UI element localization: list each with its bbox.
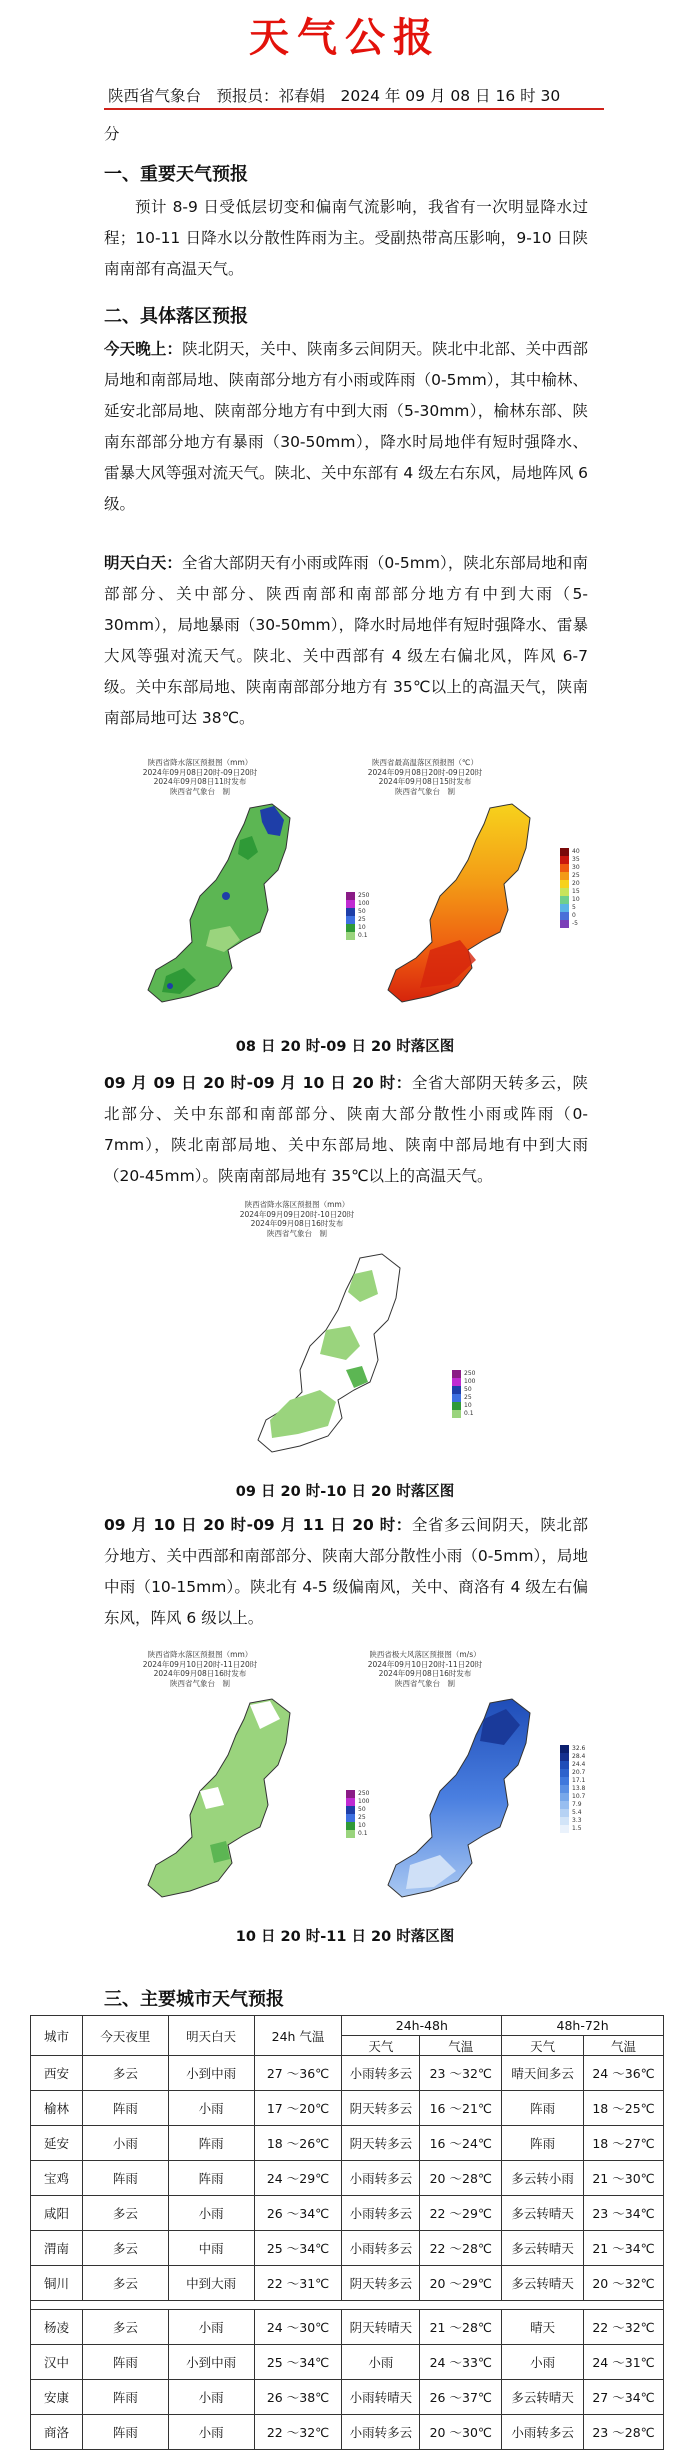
- table-cell: 铜川: [31, 2266, 83, 2301]
- table-cell: 延安: [31, 2126, 83, 2161]
- table-cell: 汉中: [31, 2345, 83, 2380]
- table-cell: 21 ～34℃: [584, 2231, 664, 2266]
- table-cell: 小雨: [342, 2345, 420, 2380]
- table-cell: 阵雨: [82, 2161, 168, 2196]
- section1-heading: 一、重要天气预报: [104, 164, 248, 185]
- rain-map-1-legend: [346, 892, 355, 940]
- table-cell: 20 ～29℃: [420, 2266, 502, 2301]
- table-row: [31, 2310, 664, 2345]
- table-cell: 阵雨: [502, 2091, 584, 2126]
- table-cell: 24 ～30℃: [254, 2310, 342, 2345]
- table-cell: 25 ～34℃: [254, 2345, 342, 2380]
- rain-map-1-header: 陕西省降水落区预报图（mm） 2024年09月08日20时-09日20时 2024年09月08日11时发布 陕西省气象台 制: [142, 758, 258, 796]
- table-cell: 小雨转多云: [342, 2196, 420, 2231]
- table-cell: 小雨: [168, 2196, 254, 2231]
- section2-heading: 二、具体落区预报: [104, 306, 248, 327]
- col-header-tonight: 今天夜里: [82, 2016, 168, 2056]
- table-cell: 小雨: [168, 2415, 254, 2450]
- table-cell: 26 ～38℃: [254, 2380, 342, 2415]
- table-cell: 中雨: [168, 2231, 254, 2266]
- tonight-text: 陕北阴天，关中、陕南多云间阴天。陕北中北部、关中西部局地和南部局地、陕南部分地方有小雨或阵雨（0-5mm），其中榆林、延安北部局地、陕南部分地方有中到大雨（5-30mm），榆林东部、陕南东部部分地方有暴雨（30-50mm），降水时局地伴有短时强降水、雷暴大风等强对流天气。陕北、关中东部有 4 级左右东风，局地阵风 6 级。: [104, 340, 589, 513]
- table-cell: 24 ～31℃: [584, 2345, 664, 2380]
- table-cell: 阵雨: [168, 2161, 254, 2196]
- table-cell: 小雨转多云: [342, 2231, 420, 2266]
- table-cell: 27 ～34℃: [584, 2380, 664, 2415]
- table-cell: 23 ～34℃: [584, 2196, 664, 2231]
- table-cell: 西安: [31, 2056, 83, 2091]
- table-cell: 阴天转多云: [342, 2266, 420, 2301]
- table-cell: 多云: [82, 2231, 168, 2266]
- issuer-line-tail: 分: [104, 125, 120, 143]
- col-header-city: 城市: [31, 2016, 83, 2056]
- table-cell: 23 ～32℃: [420, 2056, 502, 2091]
- tonight-paragraph: [104, 334, 588, 520]
- table-cell: 阵雨: [168, 2126, 254, 2161]
- table-cell: 多云转晴天: [502, 2196, 584, 2231]
- tomorrow-text: 全省大部阴天有小雨或阵雨（0-5mm），陕北东部局地和南部部分、关中部分、陕西南部和南部部分地方有中到大雨（5-30mm），局地暴雨（30-50mm），降水时局地伴有短时强降水、雷暴大风等强对流天气。陕北、关中西部有 4 级左右偏北风，阵风 6-7 级。关中东部局地、陕南南部部分地方有 35℃以上的高温天气，陕南南部局地可达 38℃。: [104, 554, 588, 727]
- rain-map-3-legend: [346, 1790, 355, 1838]
- rain-map-3-legend-labels: 250 100 50 25 10 0.1: [358, 1790, 370, 1837]
- table-cell: 23 ～28℃: [584, 2415, 664, 2450]
- table-cell: 阴天转晴天: [342, 2310, 420, 2345]
- table-cell: 24 ～36℃: [584, 2056, 664, 2091]
- temp-map-1: [380, 800, 580, 1015]
- col-header-24h-temp: 24h 气温: [254, 2016, 342, 2056]
- table-cell: 小到中雨: [168, 2056, 254, 2091]
- table-row: [31, 2161, 664, 2196]
- table-cell: 杨凌: [31, 2310, 83, 2345]
- table-row: [31, 2266, 664, 2301]
- table-cell: 多云转晴天: [502, 2231, 584, 2266]
- day3-text: 全省多云间阴天，陕北部分地方、关中西部和南部部分、陕南大部分散性小雨（0-5mm），局地中雨（10-15mm）。陕北有 4-5 级偏南风，关中、商洛有 4 级左右偏东风，阵风 6 级以上。: [104, 1516, 588, 1627]
- table-cell: 小雨转多云: [502, 2415, 584, 2450]
- table-cell: 中到大雨: [168, 2266, 254, 2301]
- table-cell: 阴天转多云: [342, 2126, 420, 2161]
- table-cell: 阴天转多云: [342, 2091, 420, 2126]
- col-header-tomorrow: 明天白天: [168, 2016, 254, 2056]
- table-cell: 小雨: [168, 2091, 254, 2126]
- city-forecast-table: [30, 2015, 664, 2450]
- table-cell: 21 ～28℃: [420, 2310, 502, 2345]
- tonight-label: 今天晚上：: [104, 340, 183, 358]
- table-cell: 小雨: [502, 2345, 584, 2380]
- table-cell: 小雨: [168, 2380, 254, 2415]
- table-row: [31, 2415, 664, 2450]
- day3-label: 09 月 10 日 20 时-09 月 11 日 20 时：: [104, 1516, 412, 1534]
- table-cell: 22 ～32℃: [584, 2310, 664, 2345]
- table-cell: 26 ～37℃: [420, 2380, 502, 2415]
- issuer-line: 陕西省气象台 预报员：祁春娟 2024 年 09 月 08 日 16 时 30: [108, 87, 561, 105]
- col-header-temp: 气温: [584, 2036, 664, 2056]
- wind-map-3: [380, 1695, 580, 1910]
- table-row: [31, 2126, 664, 2161]
- table-row: [31, 2380, 664, 2415]
- caption-map-row-1: 08 日 20 时-09 日 20 时落区图: [235, 1039, 455, 1055]
- table-cell: 16 ～21℃: [420, 2091, 502, 2126]
- tomorrow-paragraph: [104, 548, 588, 734]
- table-cell: 阵雨: [82, 2345, 168, 2380]
- table-cell: 小雨转多云: [342, 2161, 420, 2196]
- col-header-48-72h: 48h-72h: [502, 2016, 664, 2036]
- table-cell: 21 ～30℃: [584, 2161, 664, 2196]
- table-row: [31, 2345, 664, 2380]
- table-cell: 阵雨: [82, 2415, 168, 2450]
- tomorrow-label: 明天白天：: [104, 554, 182, 572]
- table-cell: 17 ～20℃: [254, 2091, 342, 2126]
- rain-map-3: [140, 1695, 340, 1910]
- temp-map-1-header: 陕西省最高温落区预报图（℃） 2024年09月08日20时-09日20时 2024年09月08日15时发布 陕西省气象台 制: [367, 758, 483, 796]
- rain-map-2: [250, 1250, 450, 1465]
- table-cell: 27 ～36℃: [254, 2056, 342, 2091]
- table-cell: 18 ～27℃: [584, 2126, 664, 2161]
- table-cell: 商洛: [31, 2415, 83, 2450]
- rain-map-2-legend-labels: 250 100 50 25 10 0.1: [464, 1370, 476, 1417]
- wind-map-3-legend-labels: 32.6 28.4 24.4 20.7 17.1 13.8 10.7 7.9 5.4 3.3 1.5: [572, 1745, 586, 1832]
- table-cell: 24 ～33℃: [420, 2345, 502, 2380]
- table-row: [31, 2056, 664, 2091]
- table-cell: 多云转小雨: [502, 2161, 584, 2196]
- table-cell: 22 ～28℃: [420, 2231, 502, 2266]
- table-cell: 22 ～31℃: [254, 2266, 342, 2301]
- table-cell: 小雨转晴天: [342, 2380, 420, 2415]
- bulletin-title: 天气公报: [249, 14, 441, 61]
- table-cell: 小雨转多云: [342, 2415, 420, 2450]
- col-header-24-48h: 24h-48h: [342, 2016, 502, 2036]
- table-cell: 20 ～28℃: [420, 2161, 502, 2196]
- day2-paragraph: [104, 1068, 588, 1192]
- table-cell: 多云: [82, 2266, 168, 2301]
- day2-text: 全省大部阴天转多云，陕北部分、关中东部和南部部分、陕南大部分散性小雨或阵雨（0-7mm），陕北南部局地、关中东部局地、陕南中部局地有中到大雨（20-45mm）。陕南南部局地有 35℃以上的高温天气。: [104, 1074, 588, 1185]
- table-cell: 晴天间多云: [502, 2056, 584, 2091]
- separator-cell: [31, 2301, 664, 2310]
- table-cell: 多云: [82, 2056, 168, 2091]
- city-rows: [31, 2056, 664, 2450]
- table-cell: 阵雨: [502, 2126, 584, 2161]
- table-cell: 安康: [31, 2380, 83, 2415]
- table-row: [31, 2231, 664, 2266]
- caption-map-row-2: 09 日 20 时-10 日 20 时落区图: [235, 1484, 455, 1500]
- temp-map-1-legend-labels: 40 35 30 25 20 15 10 5 0 -5: [572, 848, 580, 927]
- col-header-temp: 气温: [420, 2036, 502, 2056]
- table-cell: 多云: [82, 2196, 168, 2231]
- temp-map-1-legend: [560, 848, 569, 928]
- day2-label: 09 月 09 日 20 时-09 月 10 日 20 时：: [104, 1074, 412, 1092]
- rain-map-2-header: 陕西省降水落区预报图（mm） 2024年09月09日20时-10日20时 2024年09月08日16时发布 陕西省气象台 制: [239, 1200, 355, 1238]
- section3-heading: 三、主要城市天气预报: [104, 1989, 284, 2010]
- table-cell: 小雨: [82, 2126, 168, 2161]
- table-row: [31, 2091, 664, 2126]
- table-cell: 25 ～34℃: [254, 2231, 342, 2266]
- table-cell: 16 ～24℃: [420, 2126, 502, 2161]
- table-cell: 小雨转多云: [342, 2056, 420, 2091]
- table-cell: 22 ～29℃: [420, 2196, 502, 2231]
- header-rule: [104, 108, 604, 110]
- table-cell: 26 ～34℃: [254, 2196, 342, 2231]
- table-cell: 宝鸡: [31, 2161, 83, 2196]
- table-cell: 24 ～29℃: [254, 2161, 342, 2196]
- table-cell: 咸阳: [31, 2196, 83, 2231]
- table-cell: 晴天: [502, 2310, 584, 2345]
- rain-map-1-legend-labels: 250 100 50 25 10 0.1: [358, 892, 370, 939]
- table-cell: 18 ～26℃: [254, 2126, 342, 2161]
- col-header-weather: 天气: [502, 2036, 584, 2056]
- table-row: [31, 2196, 664, 2231]
- table-cell: 榆林: [31, 2091, 83, 2126]
- wind-map-3-legend: [560, 1745, 569, 1833]
- table-cell: 渭南: [31, 2231, 83, 2266]
- caption-map-row-3: 10 日 20 时-11 日 20 时落区图: [235, 1929, 455, 1945]
- table-row-separator: [31, 2301, 664, 2310]
- table-cell: 20 ～32℃: [584, 2266, 664, 2301]
- table-cell: 20 ～30℃: [420, 2415, 502, 2450]
- table-cell: 阵雨: [82, 2091, 168, 2126]
- rain-map-3-header: 陕西省降水落区预报图（mm） 2024年09月10日20时-11日20时 2024年09月08日16时发布 陕西省气象台 制: [142, 1650, 258, 1688]
- rain-map-2-legend: [452, 1370, 461, 1418]
- table-cell: 多云转晴天: [502, 2266, 584, 2301]
- table-cell: 多云: [82, 2310, 168, 2345]
- rain-map-1: [140, 800, 340, 1015]
- col-header-weather: 天气: [342, 2036, 420, 2056]
- table-cell: 多云转晴天: [502, 2380, 584, 2415]
- table-cell: 22 ～32℃: [254, 2415, 342, 2450]
- section1-text: 预计 8-9 日受低层切变和偏南气流影响，我省有一次明显降水过程；10-11 日降水以分散性阵雨为主。受副热带高压影响，9-10 日陕南南部有高温天气。: [104, 198, 588, 278]
- table-cell: 阵雨: [82, 2380, 168, 2415]
- wind-map-3-header: 陕西省极大风落区预报图（m/s） 2024年09月10日20时-11日20时 2024年09月08日16时发布 陕西省气象台 制: [367, 1650, 483, 1688]
- table-cell: 18 ～25℃: [584, 2091, 664, 2126]
- day3-paragraph: [104, 1510, 588, 1634]
- table-cell: 小雨: [168, 2310, 254, 2345]
- table-cell: 小到中雨: [168, 2345, 254, 2380]
